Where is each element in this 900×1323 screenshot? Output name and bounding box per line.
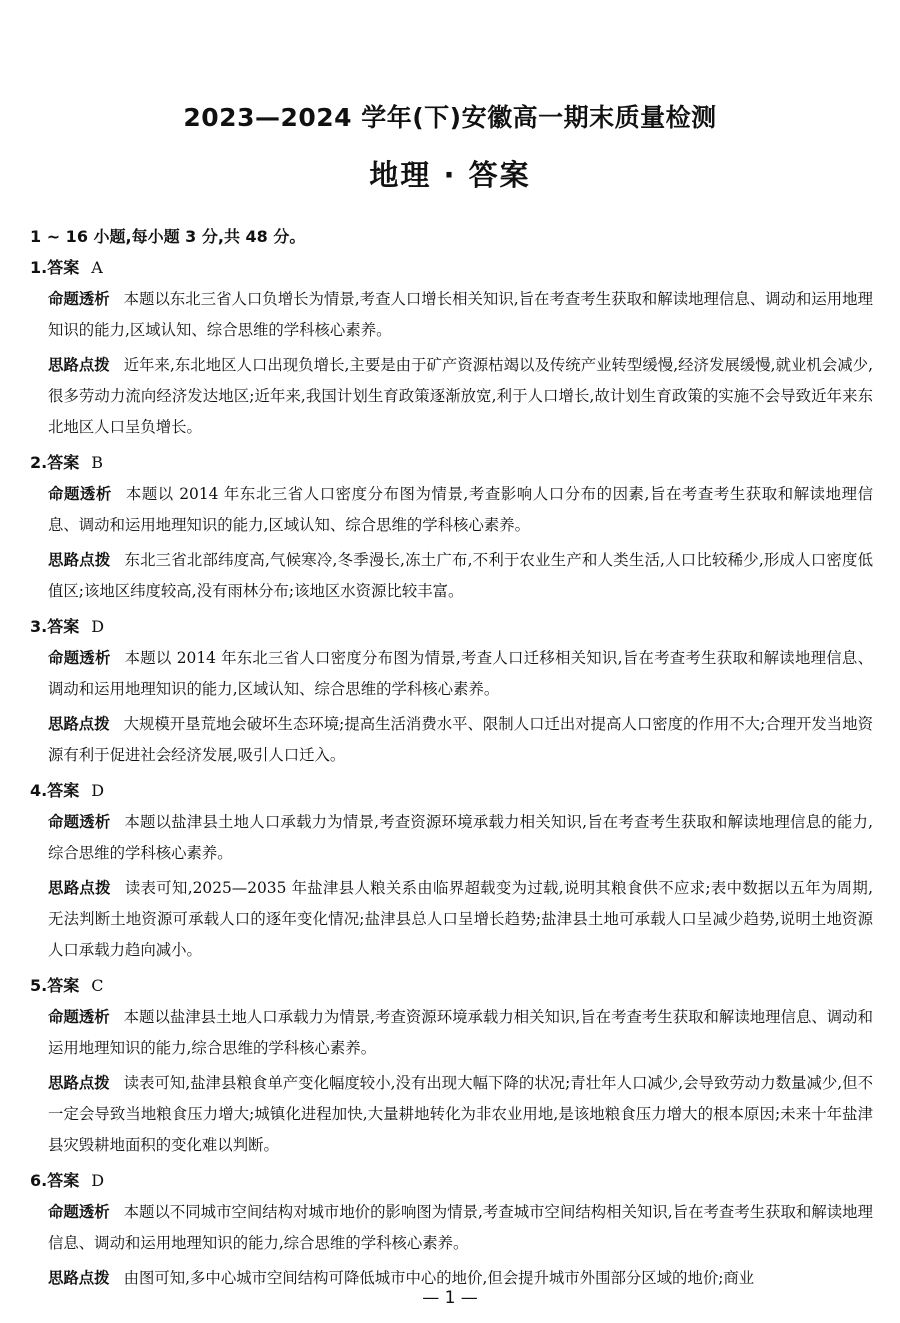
analysis-text: 本题以不同城市空间结构对城市地价的影响图为情景,考查城市空间结构相关知识,旨在考查考生获取和解读地理信息、调动和运用地理知识的能力,综合思维的学科核心素养。 <box>48 1203 873 1252</box>
answers-content <box>30 222 873 1298</box>
guide-label: 思路点拨 <box>48 715 110 733</box>
analysis-paragraph <box>30 479 873 541</box>
guide-paragraph <box>30 873 873 966</box>
guide-text: 读表可知,盐津县粮食单产变化幅度较小,没有出现大幅下降的状况;青壮年人口减少,会导致劳动力数量减少,但不一定会导致当地粮食压力增大;城镇化进程加快,大量耕地转化为非农业用地,是该地粮食压力增大的根本原因;未来十年盐津县灾毁耕地面积的变化难以判断。 <box>48 1074 873 1154</box>
analysis-label: 命题透析 <box>48 649 111 667</box>
answer-label: 答案 <box>47 258 80 277</box>
analysis-label: 命题透析 <box>48 1203 110 1221</box>
analysis-text: 本题以 2014 年东北三省人口密度分布图为情景,考查人口迁移相关知识,旨在考查考生获取和解读地理信息、调动和运用地理知识的能力,区域认知、综合思维的学科核心素养。 <box>48 649 873 698</box>
answer-letter: B <box>91 453 103 472</box>
page-title: 2023—2024 学年(下)安徽高一期末质量检测 <box>183 103 717 132</box>
analysis-paragraph <box>30 807 873 869</box>
guide-text: 读表可知,2025—2035 年盐津县人粮关系由临界超载变为过载,说明其粮食供不应求;表中数据以五年为周期,无法判断土地资源可承载人口的逐年变化情况;盐津县总人口呈增长趋势;盐津县土地可承载人口呈减少趋势,说明土地资源人口承载力趋向减小。 <box>48 879 873 959</box>
guide-paragraph <box>30 709 873 771</box>
analysis-paragraph <box>30 1197 873 1259</box>
question-block-3 <box>30 611 873 771</box>
question-header <box>30 1165 873 1197</box>
question-block-4 <box>30 775 873 966</box>
answer-letter: C <box>91 976 104 995</box>
answer-letter: D <box>91 781 105 800</box>
question-header <box>30 775 873 807</box>
guide-paragraph <box>30 1068 873 1161</box>
question-header <box>30 970 873 1002</box>
analysis-text: 本题以东北三省人口负增长为情景,考查人口增长相关知识,旨在考查考生获取和解读地理信息、调动和运用地理知识的能力,区域认知、综合思维的学科核心素养。 <box>48 290 873 339</box>
question-block-2 <box>30 447 873 607</box>
question-number: 4. <box>30 781 48 800</box>
answer-label: 答案 <box>47 781 80 800</box>
scoring-note: 1 ~ 16 小题,每小题 3 分,共 48 分。 <box>30 227 306 246</box>
guide-label: 思路点拨 <box>48 356 110 374</box>
guide-label: 思路点拨 <box>48 879 111 897</box>
answer-label: 答案 <box>47 976 80 995</box>
answer-label: 答案 <box>47 617 80 636</box>
question-number: 5. <box>30 976 48 995</box>
guide-paragraph <box>30 545 873 607</box>
answer-letter: D <box>91 617 105 636</box>
answer-label: 答案 <box>47 1171 80 1190</box>
question-number: 3. <box>30 617 48 636</box>
analysis-paragraph <box>30 284 873 346</box>
question-block-6 <box>30 1165 873 1294</box>
analysis-label: 命题透析 <box>48 290 110 308</box>
question-block-5 <box>30 970 873 1161</box>
guide-paragraph <box>30 350 873 443</box>
page-number: — 1 — <box>422 1288 478 1308</box>
analysis-label: 命题透析 <box>48 485 112 503</box>
analysis-paragraph <box>30 1002 873 1064</box>
guide-text: 东北三省北部纬度高,气候寒冷,冬季漫长,冻土广布,不利于农业生产和人类生活,人口比较稀少,形成人口密度低值区;该地区纬度较高,没有雨林分布;该地区水资源比较丰富。 <box>48 551 873 600</box>
analysis-text: 本题以 2014 年东北三省人口密度分布图为情景,考查影响人口分布的因素,旨在考查考生获取和解读地理信息、调动和运用地理知识的能力,区域认知、综合思维的学科核心素养。 <box>48 485 873 534</box>
analysis-paragraph <box>30 643 873 705</box>
question-number: 2. <box>30 453 48 472</box>
analysis-text: 本题以盐津县土地人口承载力为情景,考查资源环境承载力相关知识,旨在考查考生获取和解读地理信息、调动和运用地理知识的能力,综合思维的学科核心素养。 <box>48 1008 873 1057</box>
question-number: 1. <box>30 258 48 277</box>
question-header <box>30 252 873 284</box>
answer-letter: D <box>91 1171 105 1190</box>
analysis-text: 本题以盐津县土地人口承载力为情景,考查资源环境承载力相关知识,旨在考查考生获取和解读地理信息的能力,综合思维的学科核心素养。 <box>48 813 873 862</box>
answer-label: 答案 <box>47 453 80 472</box>
question-header <box>30 611 873 643</box>
guide-text: 大规模开垦荒地会破坏生态环境;提高生活消费水平、限制人口迁出对提高人口密度的作用不大;合理开发当地资源有利于促进社会经济发展,吸引人口迁入。 <box>48 715 873 764</box>
guide-text: 近年来,东北地区人口出现负增长,主要是由于矿产资源枯竭以及传统产业转型缓慢,经济发展缓慢,就业机会减少,很多劳动力流向经济发达地区;近年来,我国计划生育政策逐渐放宽,利于人口增长,故计划生育政策的实施不会导致近年来东北地区人口呈负增长。 <box>48 356 873 436</box>
guide-label: 思路点拨 <box>48 551 111 569</box>
page-subtitle: 地理 · 答案 <box>369 158 531 192</box>
guide-label: 思路点拨 <box>48 1074 110 1092</box>
guide-text: 由图可知,多中心城市空间结构可降低城市中心的地价,但会提升城市外围部分区域的地价;商业 <box>123 1269 755 1287</box>
question-header <box>30 447 873 479</box>
analysis-label: 命题透析 <box>48 813 111 831</box>
analysis-label: 命题透析 <box>48 1008 110 1026</box>
question-block-1 <box>30 252 873 443</box>
guide-label: 思路点拨 <box>48 1269 110 1287</box>
question-number: 6. <box>30 1171 48 1190</box>
answer-letter: A <box>91 258 103 277</box>
